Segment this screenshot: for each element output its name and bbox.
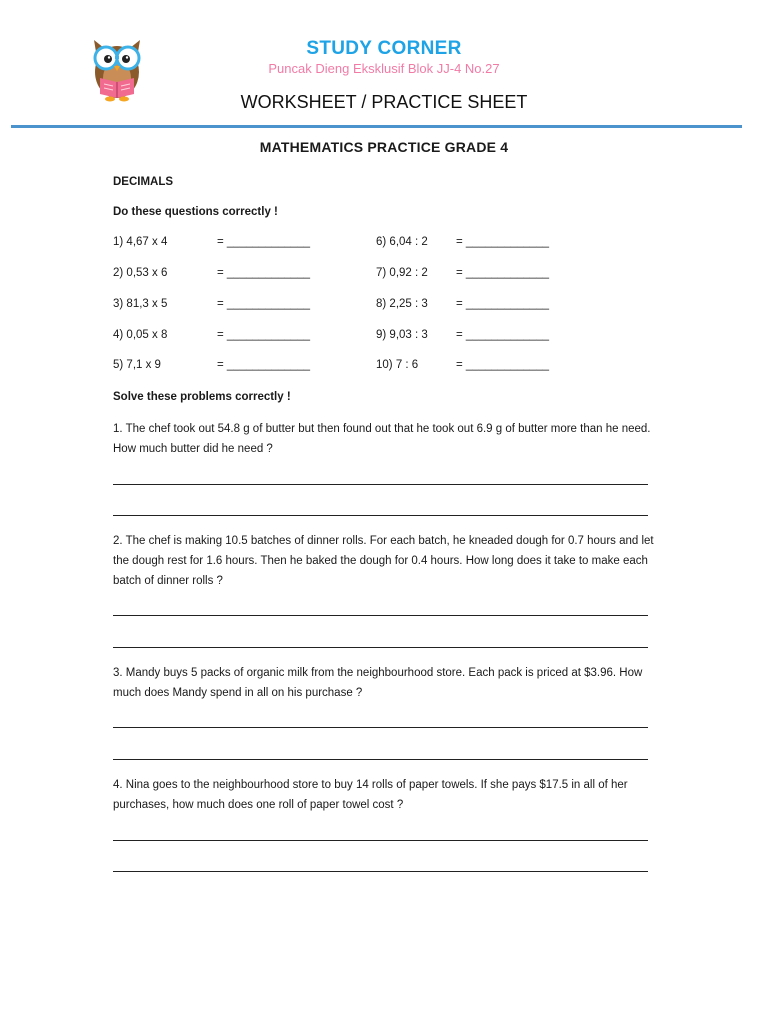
question-row: [376, 236, 549, 248]
answer-line: [113, 759, 648, 760]
answer-line: [113, 871, 648, 872]
sheet-title: WORKSHEET / PRACTICE SHEET: [240, 92, 528, 112]
answer-line: [113, 615, 648, 616]
question-row: [376, 267, 549, 279]
answer-line: [113, 727, 648, 728]
question-expression: 8) 2,25 : 3: [376, 298, 428, 310]
answer-line: [113, 515, 648, 516]
answer-line: [113, 840, 648, 841]
question-expression: 7) 0,92 : 2: [376, 267, 428, 279]
question-row: [113, 359, 310, 371]
question-expression: 5) 7,1 x 9: [113, 359, 161, 371]
answer-blank: = _____________: [217, 267, 311, 279]
question-row: [113, 329, 310, 341]
word-problem-2: 2. The chef is making 10.5 batches of dinner rolls. For each batch, he kneaded dough for 0.7 hours and let the dough rest for 1.6 hours. Then he baked the dough for 0.4 hours. How long does it take to make each batch of dinner rolls ?: [113, 535, 654, 587]
answer-blank: = _____________: [456, 267, 550, 279]
question-expression: 4) 0,05 x 8: [113, 329, 168, 341]
question-expression: 6) 6,04 : 2: [376, 236, 428, 248]
question-expression: 1) 4,67 x 4: [113, 236, 168, 248]
question-row: [376, 359, 549, 371]
answer-line: [113, 484, 648, 485]
answer-blank: = _____________: [217, 359, 311, 371]
word-problem-4: 4. Nina goes to the neighbourhood store to buy 14 rolls of paper towels. If she pays $17.5 in all of her purchases, how much does one roll of paper towel cost ?: [113, 779, 628, 811]
brand-address: Puncak Dieng Eksklusif Blok JJ-4 No.27: [268, 61, 500, 76]
question-row: [376, 298, 549, 310]
question-row: [113, 236, 310, 248]
question-row: [113, 267, 310, 279]
topic-label: DECIMALS: [113, 176, 174, 188]
section1-instruction: Do these questions correctly !: [113, 206, 278, 218]
answer-blank: = _____________: [456, 236, 550, 248]
answer-blank: = _____________: [456, 329, 550, 341]
question-expression: 3) 81,3 x 5: [113, 298, 168, 310]
subject-title: MATHEMATICS PRACTICE GRADE 4: [259, 139, 509, 155]
question-expression: 2) 0,53 x 6: [113, 267, 168, 279]
answer-blank: = _____________: [217, 236, 311, 248]
word-problem-1: 1. The chef took out 54.8 g of butter but then found out that he took out 6.9 g of butter more than he need. How much butter did he need ?: [113, 423, 651, 455]
answer-blank: = _____________: [456, 359, 550, 371]
question-expression: 10) 7 : 6: [376, 359, 419, 371]
question-expression: 9) 9,03 : 3: [376, 329, 428, 341]
brand-title: STUDY CORNER: [306, 38, 462, 59]
section2-instruction: Solve these problems correctly !: [113, 391, 291, 403]
question-row: [113, 298, 310, 310]
word-problem-3: 3. Mandy buys 5 packs of organic milk from the neighbourhood store. Each pack is priced at $3.96. How much does Mandy spend in all on his purchase ?: [113, 667, 643, 699]
question-row: [376, 329, 549, 341]
answer-blank: = _____________: [217, 298, 311, 310]
answer-blank: = _____________: [217, 329, 311, 341]
answer-blank: = _____________: [456, 298, 550, 310]
header-divider: [11, 125, 742, 128]
answer-line: [113, 647, 648, 648]
